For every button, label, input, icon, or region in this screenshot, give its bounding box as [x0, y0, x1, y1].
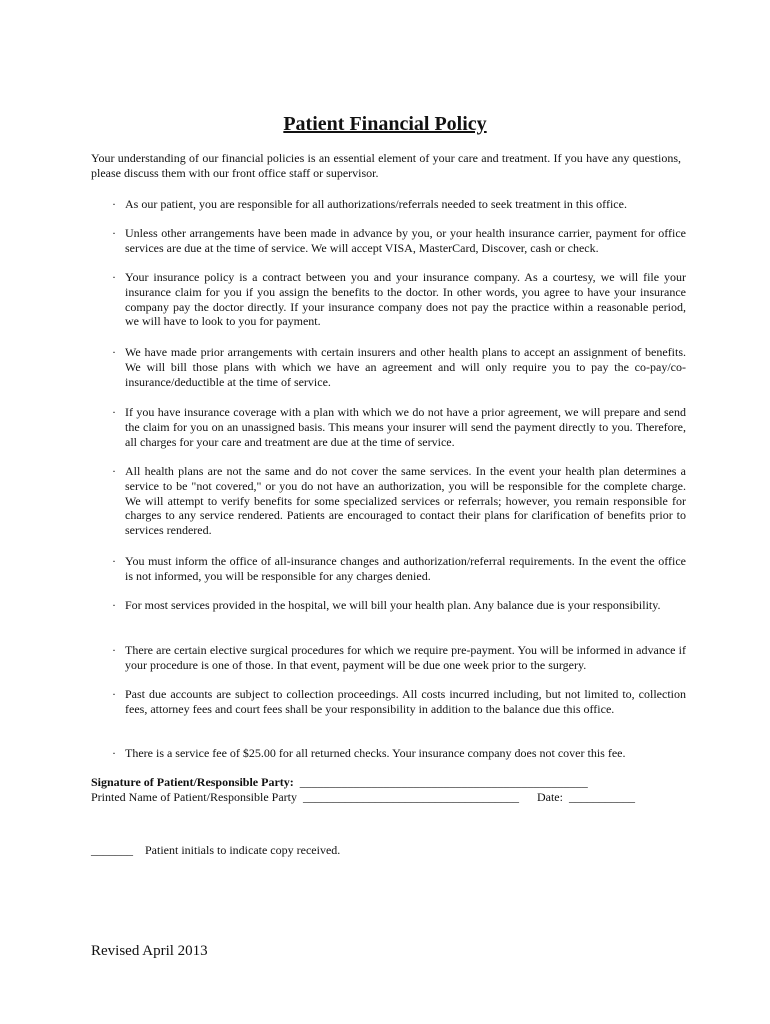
policy-item-text: Unless other arrangements have been made in advance by you, or your health insurance carrier, payment for office services are due at the time of service. We will accept VISA, MasterCard, Discover, cash or check.: [125, 226, 686, 255]
date-line[interactable]: ___________: [568, 790, 635, 804]
policy-item-text: If you have insurance coverage with a plan with which we do not have a prior agreement, we will prepare and send the claim for you on an unassigned basis. This means your insurer will send the payment directly to you. Therefore, all charges for your care and treatment are due at the time of service.: [125, 405, 686, 449]
policy-item-text: You must inform the office of all-insurance changes and authorization/referral requirements. In the event the office is not informed, you will be responsible for any charges denied.: [125, 554, 686, 583]
signature-line[interactable]: ________________________________________________: [299, 775, 588, 789]
bullet-icon: ·: [112, 598, 116, 612]
bullet-icon: ·: [112, 197, 116, 211]
page-title: Patient Financial Policy: [283, 113, 487, 135]
policy-item: [112, 345, 686, 389]
policy-item-text: Past due accounts are subject to collection proceedings. All costs incurred including, but not limited to, collection fees, attorney fees and court fees shall be your responsibility in addition to the balance due this office.: [125, 687, 686, 716]
policy-item-text: There is a service fee of $25.00 for all returned checks. Your insurance company does not cover this fee.: [125, 746, 626, 760]
policy-item-text: There are certain elective surgical procedures for which we require pre-payment. You will be informed in advance if your procedure is one of those. In that event, payment will be due one week prior to the surgery.: [125, 643, 686, 672]
bullet-icon: ·: [112, 464, 116, 478]
initials-line[interactable]: _______: [91, 843, 133, 857]
printed-name-line[interactable]: ____________________________________: [302, 790, 519, 804]
policy-item: [112, 598, 686, 613]
bullet-icon: ·: [112, 270, 116, 284]
printed-name-label: Printed Name of Patient/Responsible Party: [91, 790, 297, 804]
policy-item-text: We have made prior arrangements with certain insurers and other health plans to accept an assignment of benefits. We will bill those plans with which we have an agreement and will only require you to pay the co-pay/co-insurance/deductible at the time of service.: [125, 345, 686, 389]
initials-row: [91, 843, 340, 858]
bullet-icon: ·: [112, 643, 116, 657]
policy-item: [112, 464, 686, 538]
policy-item: [112, 270, 686, 329]
policy-item-text: All health plans are not the same and do not cover the same services. In the event your health plan determines a service to be "not covered," or you do not have an authorization, you will be responsible for the complete charge. We will attempt to verify benefits for some specialized services or referrals; however, you remain responsible for charges to any service rendered. Patients are encouraged to contact their plans for clarification of benefits prior to services rendered.: [125, 464, 686, 538]
policy-item-text: Your insurance policy is a contract between you and your insurance company. As a courtesy, we will file your insurance claim for you if you assign the benefits to the doctor. In other words, you agree to have your insurance company pay the doctor directly. If your insurance company does not pay the practice within a reasonable period, we will have to look to you for payment.: [125, 270, 686, 329]
policy-item: [112, 643, 686, 673]
policy-item-text: For most services provided in the hospital, we will bill your health plan. Any balance due is your responsibility.: [125, 598, 661, 612]
policy-item: [112, 746, 686, 761]
bullet-icon: ·: [112, 687, 116, 701]
policy-item: [112, 197, 686, 212]
bullet-icon: ·: [112, 226, 116, 240]
bullet-icon: ·: [112, 746, 116, 760]
intro-paragraph: Your understanding of our financial policies is an essential element of your care and treatment. If you have any questions, please discuss them with our front office staff or supervisor.: [91, 151, 681, 180]
signature-row: [91, 775, 588, 790]
policy-item-text: As our patient, you are responsible for all authorizations/referrals needed to seek treatment in this office.: [125, 197, 627, 211]
policy-item: [112, 554, 686, 584]
revision-note: Revised April 2013: [91, 943, 208, 959]
bullet-icon: ·: [112, 405, 116, 419]
printed-name-row: [91, 790, 635, 805]
initials-label: Patient initials to indicate copy received.: [145, 843, 341, 857]
date-label: Date:: [536, 790, 563, 804]
signature-label: Signature of Patient/Responsible Party:: [91, 775, 294, 789]
policy-item: [112, 687, 686, 717]
bullet-icon: ·: [112, 554, 116, 568]
policy-item: [112, 226, 686, 256]
bullet-icon: ·: [112, 345, 116, 359]
policy-item: [112, 405, 686, 449]
